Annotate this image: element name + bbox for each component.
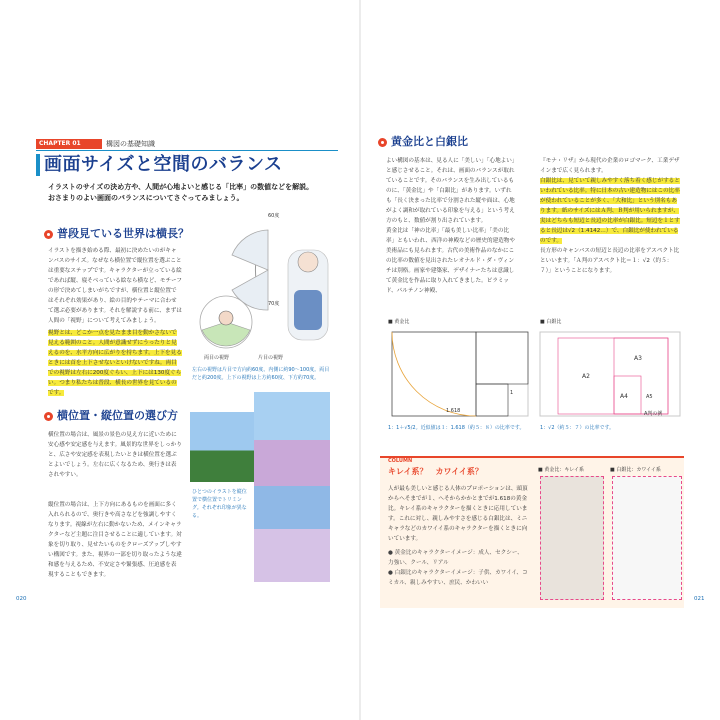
upper-fov-wedge — [232, 230, 268, 270]
section-bullet-icon — [378, 138, 387, 147]
silver-diagram-label: ■ 白銀比 — [540, 319, 562, 325]
chapter-rule — [36, 150, 338, 151]
golden-outer-rect — [392, 332, 528, 416]
column-golden-note: ● 黄金比のキャラクターイメージ：成人、セクシー、力強い、クール、リアル — [388, 550, 523, 566]
diagram-label-60: 60度 — [268, 213, 280, 219]
silver-label-a2: A2 — [582, 373, 590, 380]
illustration-caption: ひとつのイラストを縦位置で横位置でトリミング。それぞれ印象が異なる。 — [192, 489, 247, 519]
section3-para2: 黄金比は「神の比率」「最も美しい比率」「美の比率」ともいわれ、西洋の神殿などの歴史的建造物や美術品にも見られます。古代の美術作品のなかにこの比率の数値を見出されたレオナルド・ダ・ヴィンチは別格。画家や建築家、デザイナーたちは意識して黄金比を作品に取り入れてきました。ピラミッド、パルテノン神殿、 — [386, 228, 515, 294]
section1-para2: 視野とは、どこか一点を見たまま目を動かさないで見える範囲のこと。人間が意識せずにうったりと見えるのを、水平方向に広がりを持ちます。上下を見るときには首を上下させないといけないですね。両目での視野は左右に200度ぐらい、上下には130度ぐらい。つまり私たちは普段、横長の世界を見ているのです。 — [48, 330, 182, 396]
section-bullet-icon — [44, 412, 53, 421]
fig-golden-label: ■ 黄金比：キレイ系 — [538, 467, 585, 473]
title-accent-bar — [36, 154, 40, 176]
venus-statue-image — [540, 476, 604, 600]
portrait-illustration-2 — [254, 486, 330, 582]
section2-para2: 縦位置の場合は、上下方向にあるものを画面に多く入れられるので、奥行きや高さなどを強調しやすくなります。視線が左右に動かないため、メインキャラクターなど主題に注目させることに適しています。対象を切り取り、見せたいものをクローズアップしやすい構図です。また、視界の一部を切り取ったような違和感を与えるため、不安定さや緊張感、圧迫感を表現することもできます。 — [48, 502, 182, 578]
a-paper-caption: A判の例 — [644, 411, 663, 417]
diagram-label-70: 70度 — [268, 301, 280, 307]
golden-caption: 1：1＋√5/2。近似値は１：1.618（約５：８）の比率です。 — [388, 425, 525, 431]
page-number-right: 021 — [694, 596, 705, 602]
lead-text: イラストのサイズの決め方や、人間が心地よいと感じる「比率」の数値などを解説。おさまりのよい画面のバランスについてさぐってみましょう。 — [48, 183, 314, 202]
column-text: 人が最も美しいと感じる人体のプロポーションは、頭頂からへそまでが１、へそからかかとまでが1.618の黄金比。キレイ系のキャラクターを描くときに応用しています。これに対し、親しみやすさを感じる白銀比は、ミニキャラなどのカワイイ系のキャラクターを描くときに向いています。 — [388, 486, 528, 542]
chapter-title: 構図の基礎知識 — [106, 140, 155, 148]
spread-gutter — [359, 0, 361, 720]
column-tag: COLUMN — [388, 458, 413, 464]
silver-label-a3: A3 — [634, 355, 642, 362]
fig-silver-label: ■ 白銀比：カワイイ系 — [610, 467, 661, 473]
portrait-illustration-1 — [254, 392, 330, 488]
silver-ratio-diagram — [538, 328, 682, 420]
silver-caption: 1：√2（約５：７）の比率です。 — [540, 425, 615, 431]
chapter-tag: CHAPTER 01 — [36, 139, 102, 149]
silver-label-a5: A5 — [646, 394, 653, 400]
head-figure-icon — [219, 311, 233, 325]
girl-head — [298, 252, 318, 272]
diagram-label-both: 両目の視野 — [204, 355, 230, 361]
page-number-left: 020 — [16, 596, 27, 602]
section2-para1: 横位置の場合は、風景の景色の見え方に近いために安心感や安定感を与えます。風景的な世界をしっかりと、広さや安定感を表現したいときは横位置を選ぶとよいでしょう。左右に広くなるため、奥行きは表されやすい。 — [48, 432, 182, 478]
section-bullet-icon — [44, 230, 53, 239]
golden-ratio-diagram — [386, 328, 534, 420]
section3-para5: 長方形のキャンバスの短辺と長辺の比率をアスペクト比といいます。「Ａ判のアスペクト比＝１：√2（約５：７）」ということになります。 — [540, 248, 680, 274]
diagram-label-single: 片目の視野 — [258, 355, 284, 361]
page-title: 画面サイズと空間のバランス — [44, 154, 283, 175]
chibi-character-image — [612, 476, 682, 600]
section1-para1: イラストを描き始める際、最初に決めたいのがキャンバスのサイズ。なぜなら横位置で縦位置を選ぶことは重要なステップです。キャラクターが立っている絵であれば縦、寝そべっている絵なら横など、モチーフの形で決めてしまいがちですが、横位置と縦位置ではそれぞれ効果があり、絵の目的やテーマに合わせて選ぶ必要があります。それを解説する前に、まずは人間の「視野」について考えてみましょう。 — [48, 248, 182, 324]
section3-para1: よい構図の基本は、見る人に「美しい」「心地よい」と感じさせること。それは、画面のバランスが取れていることです。そのバランスを生み出しているものに、「黄金比」や「白銀比」があります。いずれも「長く決まった比率で分割された縦や面は、心地がよく調和が取れている印象を与える」という考え方のもと、数値が割り出されています。 — [386, 158, 515, 224]
golden-diagram-label: ■ 黄金比 — [388, 319, 410, 325]
column-silver-note: ● 白銀比のキャラクターイメージ：子供、カワイイ、コミカル、親しみやすい、庶民、かわいい — [388, 570, 528, 586]
silver-outer-rect — [540, 332, 680, 416]
diagram-caption: 左右の視野は片目で方向約60度、内側に約90～100度。両目だと約200度。上下の視野は上方約60度、下方約70度。 — [192, 367, 330, 381]
section-heading-1: 普段見ている世界は横長？ — [44, 226, 234, 242]
section3-para3: 『モナ・リザ』から現代の企業のロゴマーク、工業デザインまで広く見られます。 — [540, 158, 680, 174]
section-heading-2: 横位置・縦位置の選び方 — [44, 408, 234, 424]
column-title: キレイ系？ カワイイ系？ — [388, 467, 483, 476]
section-heading-3: 黄金比と白銀比 — [378, 134, 568, 150]
section3-para4: 白銀比は、見ていて親しみやすく落ち着く感じがするといわれている比率。特に日本の古い建造物にはこの比率が使われていることが多く、「大和比」という別名もあります。紙のサイズにはＡ判、Ｂ判が用いられますが、実はどちらも短辺と長辺の比率が白銀比。短辺を１とすると長辺は√2（1.4142…）で、白銀比が使われているのです。 — [540, 178, 680, 244]
golden-val-1: 1.618 — [446, 408, 461, 414]
girl-shirt — [294, 290, 322, 330]
golden-val-2: 1 — [510, 390, 514, 396]
silver-label-a4: A4 — [620, 393, 628, 400]
